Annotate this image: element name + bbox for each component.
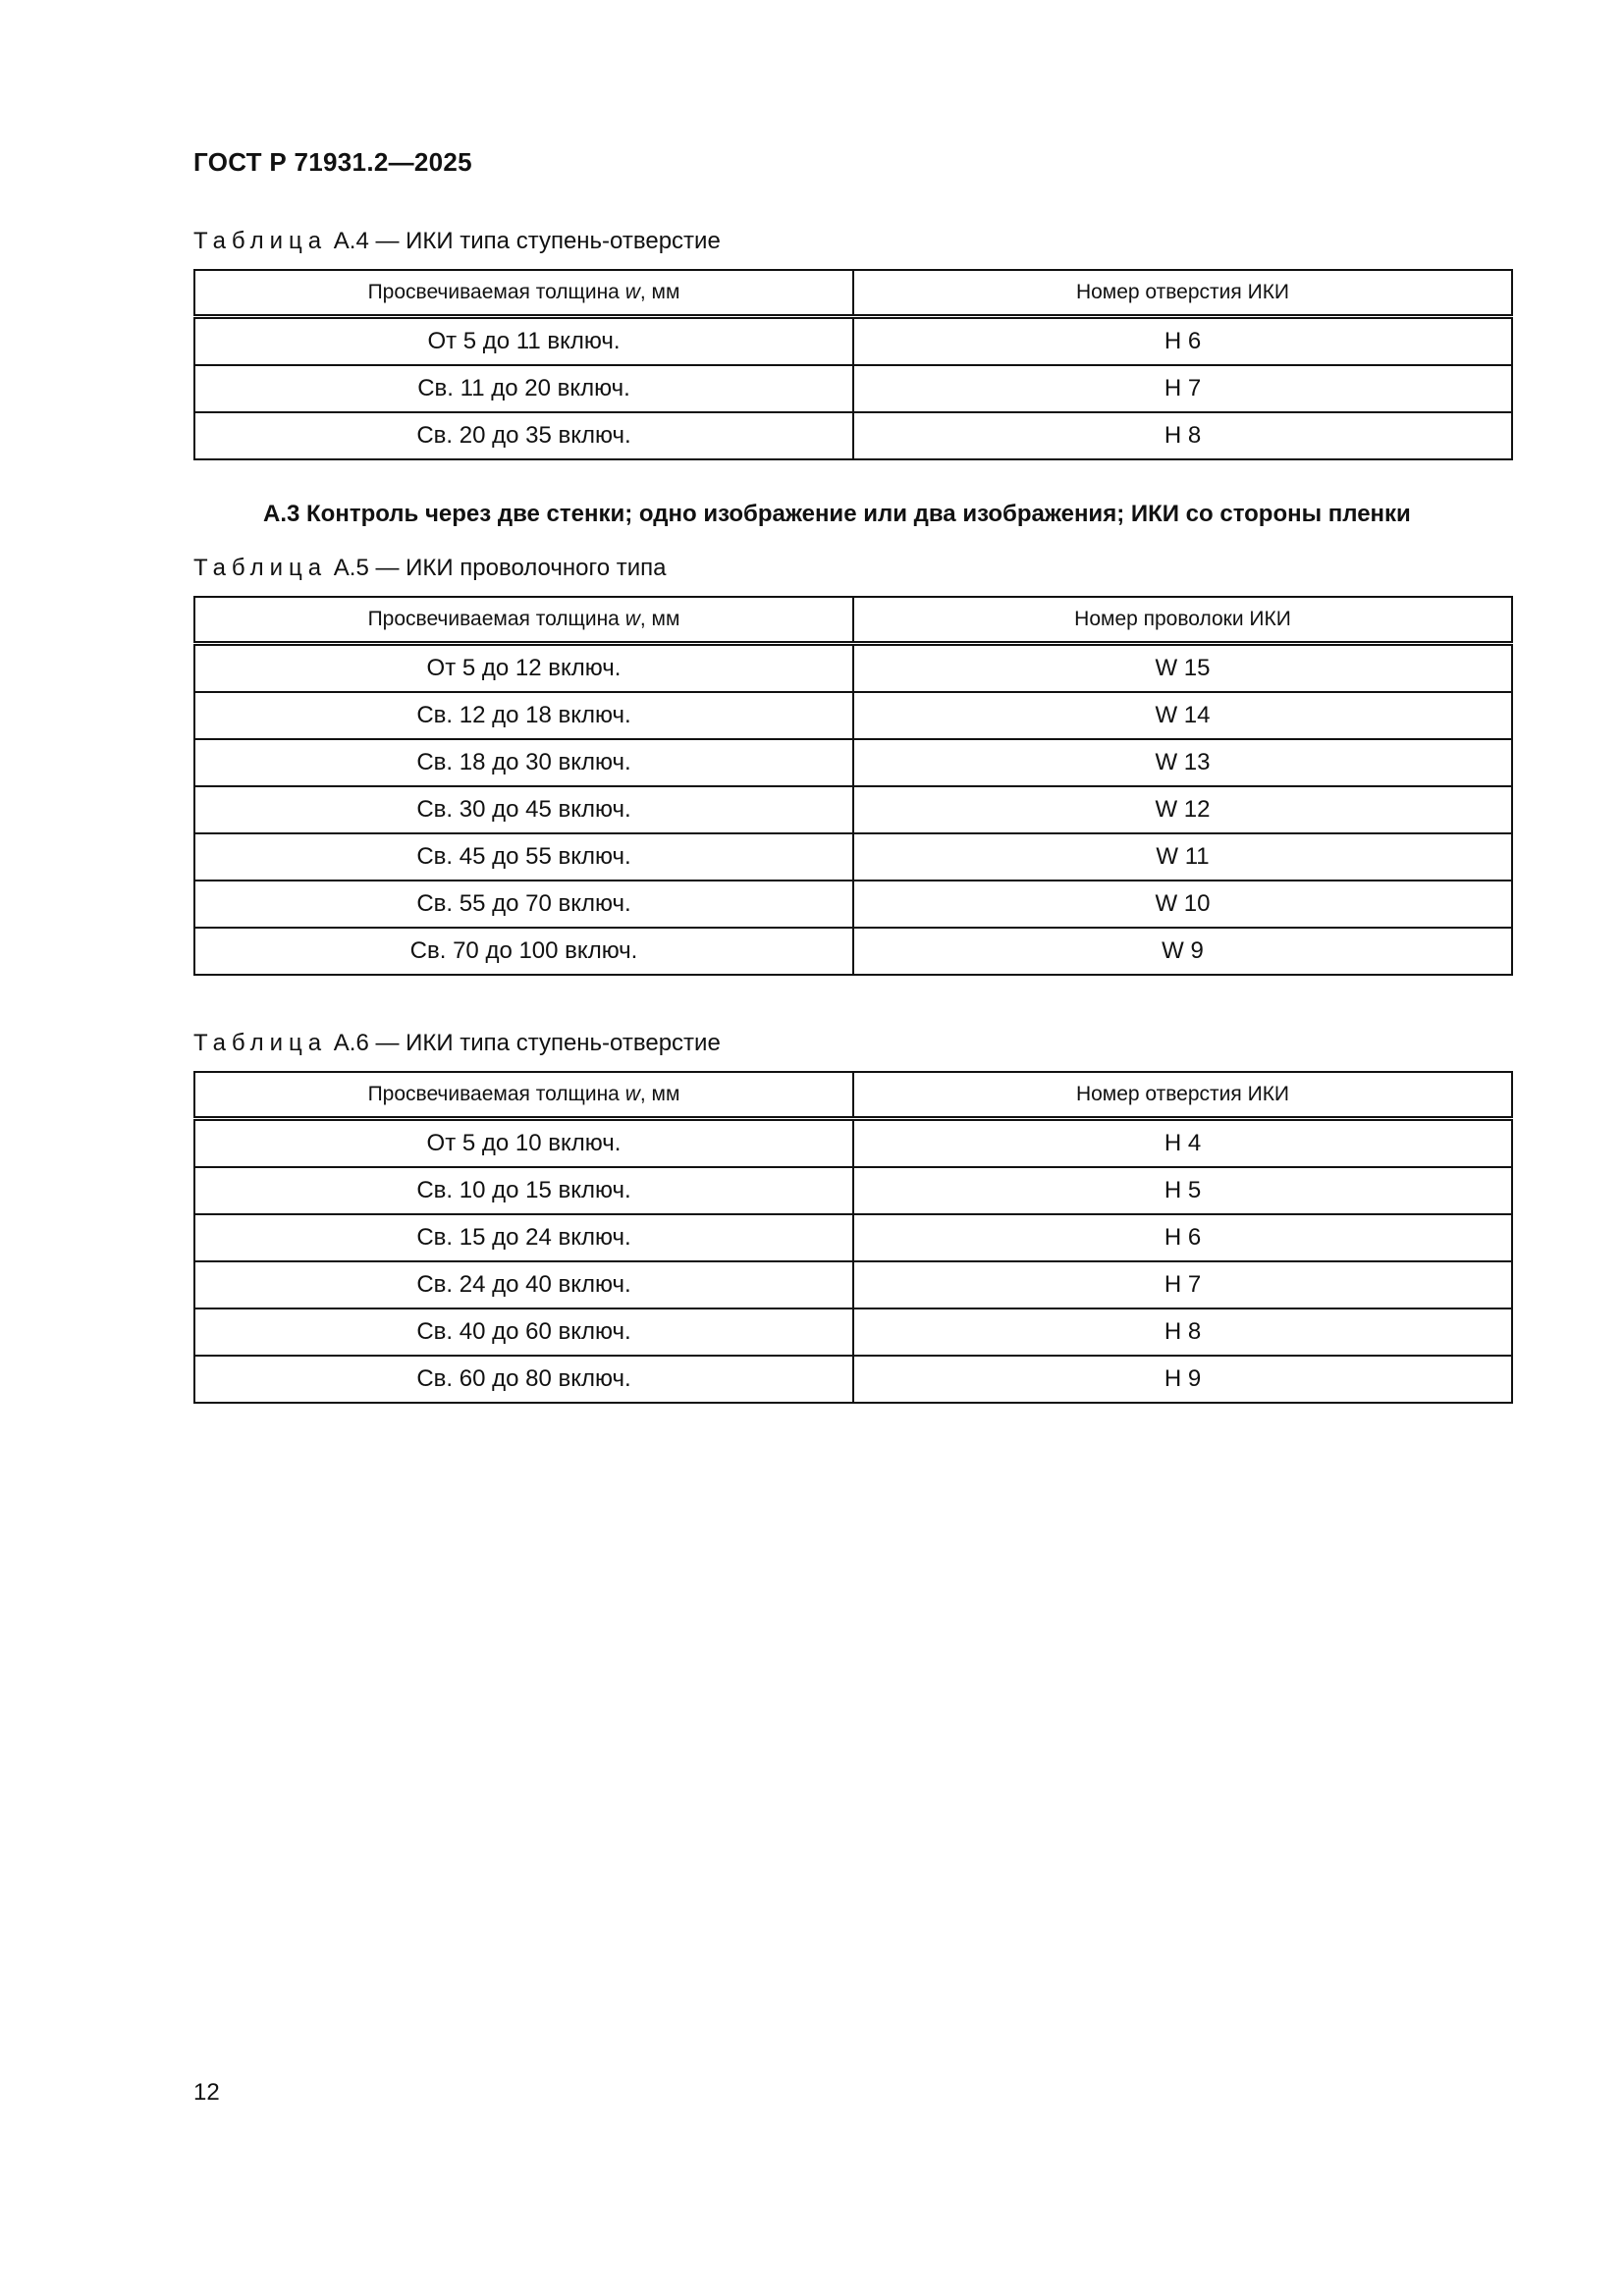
table-row (194, 365, 1512, 412)
thickness-cell: Св. 11 до 20 включ. (194, 365, 853, 412)
thickness-cell: Св. 18 до 30 включ. (194, 739, 853, 786)
table-row (194, 1356, 1512, 1403)
iqi-cell: Н 6 (853, 1214, 1512, 1261)
table-row (194, 317, 1512, 366)
header-unit: , мм (639, 608, 680, 630)
table-a4 (193, 269, 1513, 460)
thickness-cell: Св. 55 до 70 включ. (194, 881, 853, 928)
table-row (194, 1261, 1512, 1308)
table-row (194, 1214, 1512, 1261)
iqi-cell: W 9 (853, 928, 1512, 975)
iqi-cell: Н 6 (853, 317, 1512, 366)
caption-label: Таблица (193, 555, 328, 581)
thickness-cell: Св. 45 до 55 включ. (194, 833, 853, 881)
thickness-cell: Св. 12 до 18 включ. (194, 692, 853, 739)
iqi-cell: Н 8 (853, 1308, 1512, 1356)
variable-w: w (624, 281, 640, 303)
column-header-thickness (194, 270, 853, 317)
table-row (194, 412, 1512, 459)
table-a4-caption (193, 228, 721, 255)
iqi-cell: W 10 (853, 881, 1512, 928)
header-unit: , мм (639, 1083, 680, 1105)
table-row (194, 739, 1512, 786)
thickness-cell: Св. 15 до 24 включ. (194, 1214, 853, 1261)
column-header-iqi: Номер отверстия ИКИ (853, 270, 1512, 317)
table-a6-caption (193, 1030, 721, 1057)
header-text: Просвечиваемая толщина (367, 1083, 625, 1105)
iqi-cell: Н 7 (853, 365, 1512, 412)
thickness-cell: От 5 до 11 включ. (194, 317, 853, 366)
table-a5 (193, 596, 1513, 976)
iqi-cell: Н 8 (853, 412, 1512, 459)
iqi-cell: Н 5 (853, 1167, 1512, 1214)
caption-text: А.6 — ИКИ типа ступень-отверстие (327, 1030, 721, 1056)
iqi-cell: W 13 (853, 739, 1512, 786)
thickness-cell: Св. 30 до 45 включ. (194, 786, 853, 833)
document-header: ГОСТ Р 71931.2—2025 (193, 147, 472, 177)
caption-label: Таблица (193, 1030, 328, 1056)
caption-label: Таблица (193, 228, 328, 254)
table-header-row (194, 1072, 1512, 1119)
iqi-cell: Н 4 (853, 1119, 1512, 1168)
header-text: Просвечиваемая толщина (367, 608, 625, 630)
table-header-row (194, 597, 1512, 644)
section-a3-heading: А.3 Контроль через две стенки; одно изображение или два изображения; ИКИ со стороны пленки (263, 501, 1411, 527)
caption-text: А.5 — ИКИ проволочного типа (327, 555, 667, 581)
caption-text: А.4 — ИКИ типа ступень-отверстие (327, 228, 721, 254)
variable-w: w (624, 608, 640, 630)
thickness-cell: От 5 до 12 включ. (194, 644, 853, 693)
table-header-row (194, 270, 1512, 317)
column-header-iqi: Номер проволоки ИКИ (853, 597, 1512, 644)
iqi-cell: Н 7 (853, 1261, 1512, 1308)
thickness-cell: От 5 до 10 включ. (194, 1119, 853, 1168)
page-number: 12 (193, 2079, 220, 2106)
thickness-cell: Св. 20 до 35 включ. (194, 412, 853, 459)
thickness-cell: Св. 10 до 15 включ. (194, 1167, 853, 1214)
iqi-cell: W 12 (853, 786, 1512, 833)
thickness-cell: Св. 24 до 40 включ. (194, 1261, 853, 1308)
table-row (194, 692, 1512, 739)
table-row (194, 1308, 1512, 1356)
iqi-cell: Н 9 (853, 1356, 1512, 1403)
iqi-cell: W 14 (853, 692, 1512, 739)
variable-w: w (624, 1083, 640, 1105)
table-row (194, 786, 1512, 833)
thickness-cell: Св. 40 до 60 включ. (194, 1308, 853, 1356)
table-row (194, 644, 1512, 693)
table-a5-caption (193, 555, 666, 582)
iqi-cell: W 15 (853, 644, 1512, 693)
table-row (194, 928, 1512, 975)
column-header-thickness (194, 597, 853, 644)
table-row (194, 881, 1512, 928)
table-row (194, 833, 1512, 881)
table-row (194, 1167, 1512, 1214)
header-text: Просвечиваемая толщина (367, 281, 625, 303)
header-unit: , мм (639, 281, 680, 303)
table-a6 (193, 1071, 1513, 1404)
iqi-cell: W 11 (853, 833, 1512, 881)
column-header-iqi: Номер отверстия ИКИ (853, 1072, 1512, 1119)
table-row (194, 1119, 1512, 1168)
thickness-cell: Св. 70 до 100 включ. (194, 928, 853, 975)
column-header-thickness (194, 1072, 853, 1119)
thickness-cell: Св. 60 до 80 включ. (194, 1356, 853, 1403)
